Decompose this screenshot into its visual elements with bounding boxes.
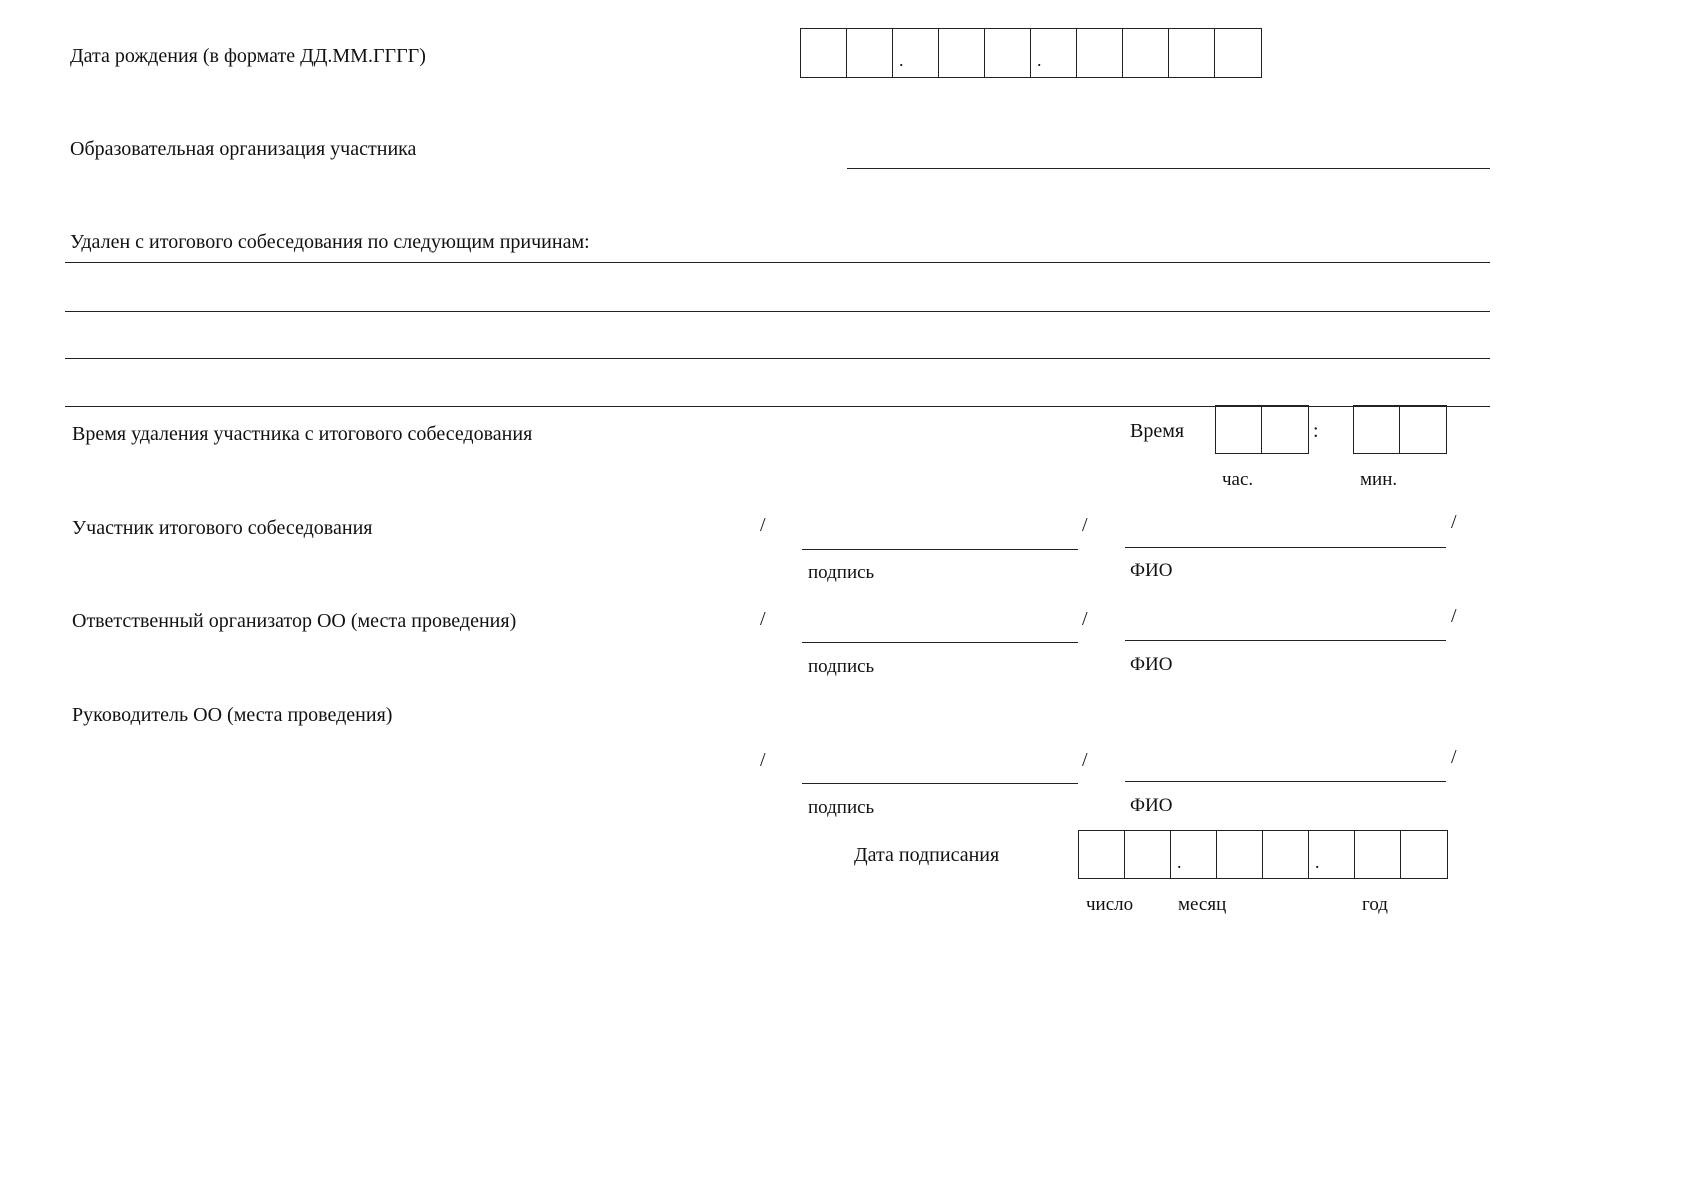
organizer-fio-caption: ФИО: [1130, 654, 1173, 675]
sign-date-input[interactable]: [1078, 830, 1448, 879]
organizer-signature-line[interactable]: [802, 642, 1078, 643]
slash: /: [760, 608, 766, 630]
date-dot: .: [1315, 852, 1320, 872]
organizer-signature-caption: подпись: [808, 656, 875, 677]
participant-label: Участник итогового собеседования: [72, 517, 373, 539]
birth-date-extra-digit-2[interactable]: [1215, 29, 1261, 77]
head-fio-caption: ФИО: [1130, 795, 1173, 816]
reason-line-2[interactable]: [65, 311, 1490, 312]
head-fio-line[interactable]: [1125, 781, 1446, 782]
org-input-line[interactable]: [847, 168, 1490, 169]
date-dot: .: [1037, 50, 1042, 70]
slash: /: [1451, 511, 1457, 533]
organizer-fio-line[interactable]: [1125, 640, 1446, 641]
participant-fio-line[interactable]: [1125, 547, 1446, 548]
year-caption: год: [1362, 894, 1388, 915]
time-separator: :: [1313, 420, 1319, 442]
slash: /: [1082, 749, 1088, 771]
participant-signature-caption: подпись: [808, 562, 875, 583]
head-signature-line[interactable]: [802, 783, 1078, 784]
head-signature-caption: подпись: [808, 797, 875, 818]
time-label: Время: [1130, 420, 1185, 442]
minutes-caption: мин.: [1360, 469, 1398, 490]
birth-date-label: Дата рождения (в формате ДД.ММ.ГГГГ): [70, 45, 426, 67]
sign-date-month-digit-2[interactable]: [1217, 831, 1263, 878]
sign-date-year-digit-1[interactable]: [1263, 831, 1309, 878]
birth-date-extra-digit-1[interactable]: [1169, 29, 1215, 77]
hours-digit-1[interactable]: [1216, 406, 1262, 453]
date-dot: .: [1177, 852, 1182, 872]
hours-caption: час.: [1222, 469, 1254, 490]
birth-date-year-digit-1[interactable]: [985, 29, 1031, 77]
slash: /: [1451, 605, 1457, 627]
sign-date-year-digit-2[interactable]: [1309, 831, 1355, 878]
sign-date-month-digit-1[interactable]: [1171, 831, 1217, 878]
sign-date-year-digit-3[interactable]: [1355, 831, 1401, 878]
slash: /: [760, 749, 766, 771]
birth-date-year-digit-2[interactable]: [1031, 29, 1077, 77]
birth-date-month-digit-1[interactable]: [893, 29, 939, 77]
month-caption: месяц: [1178, 894, 1227, 915]
date-dot: .: [899, 50, 904, 70]
reason-line-3[interactable]: [65, 358, 1490, 359]
birth-date-input[interactable]: [800, 28, 1262, 78]
participant-signature-line[interactable]: [802, 549, 1078, 550]
sign-date-label: Дата подписания: [854, 844, 1000, 866]
organizer-label: Ответственный организатор ОО (места проведения): [72, 610, 517, 632]
minutes-digit-1[interactable]: [1354, 406, 1400, 453]
removal-time-label: Время удаления участника с итогового собеседования: [72, 423, 533, 445]
sign-date-year-digit-4[interactable]: [1401, 831, 1447, 878]
hours-digit-2[interactable]: [1262, 406, 1308, 453]
org-label: Образовательная организация участника: [70, 138, 417, 160]
sign-date-day-digit-1[interactable]: [1079, 831, 1125, 878]
head-label: Руководитель ОО (места проведения): [72, 704, 393, 726]
slash: /: [1451, 746, 1457, 768]
birth-date-day-digit-2[interactable]: [847, 29, 893, 77]
minutes-input[interactable]: [1353, 405, 1447, 454]
minutes-digit-2[interactable]: [1400, 406, 1446, 453]
participant-fio-caption: ФИО: [1130, 560, 1173, 581]
birth-date-year-digit-4[interactable]: [1123, 29, 1169, 77]
day-caption: число: [1086, 894, 1134, 915]
hours-input[interactable]: [1215, 405, 1309, 454]
birth-date-day-digit-1[interactable]: [801, 29, 847, 77]
birth-date-year-digit-3[interactable]: [1077, 29, 1123, 77]
slash: /: [1082, 514, 1088, 536]
birth-date-month-digit-2[interactable]: [939, 29, 985, 77]
slash: /: [1082, 608, 1088, 630]
slash: /: [760, 514, 766, 536]
removed-label: Удален с итогового собеседования по следующим причинам:: [70, 231, 590, 253]
sign-date-day-digit-2[interactable]: [1125, 831, 1171, 878]
reason-line-1[interactable]: [65, 262, 1490, 263]
